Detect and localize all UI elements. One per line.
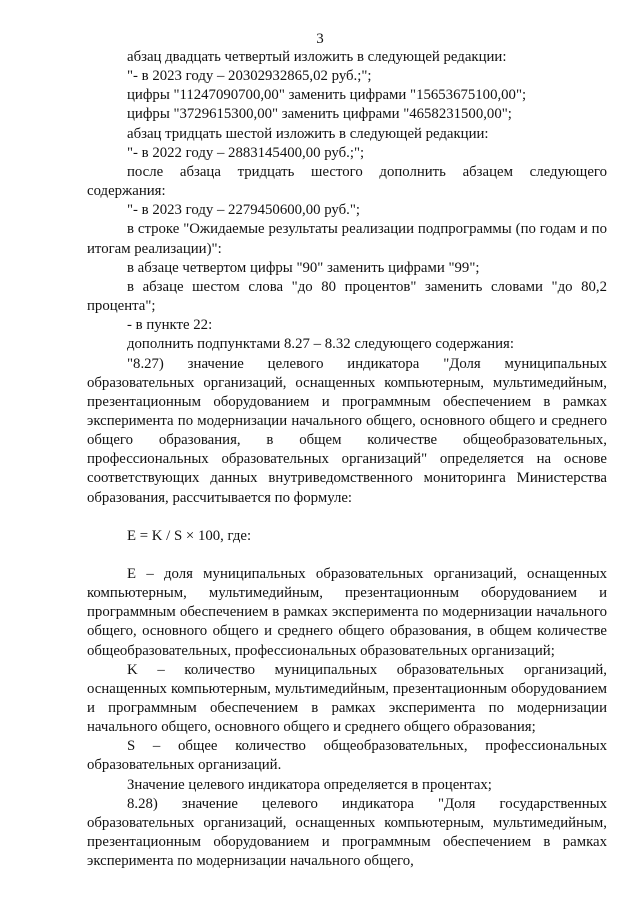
paragraph-8-28: 8.28) значение целевого индикатора "Доля государственных образовательных организаций, оснащенных компьютерным, мультимедийным, презентационным оборудованием и программным обеспечением в рамках эксперимента по модернизации начального общего, bbox=[87, 795, 607, 870]
paragraph-11: в абзаце шестом слова "до 80 процентов" заменить словами "до 80,2 процента"; bbox=[87, 278, 607, 315]
paragraph-4: цифры "3729615300,00" заменить цифрами "4658231500,00"; bbox=[127, 106, 512, 123]
paragraph-2: "- в 2023 году – 20302932865,02 руб.;"; bbox=[127, 68, 372, 85]
paragraph-14: "8.27) значение целевого индикатора "Доля муниципальных образовательных организаций, оснащенных компьютерным, мультимедийным, презентационным оборудованием и программным обеспечением в рамках эксперимента по модернизации начального общего, основного общего и среднего общего образования, в общем количестве общеобразовательных, профессиональных образовательных организаций" определяется на основе соответствующих данных внутриведомственного мониторинга Министерства образования, рассчитывается по формуле: bbox=[87, 355, 607, 506]
paragraph-12: - в пункте 22: bbox=[127, 317, 213, 334]
definition-s: S – общее количество общеобразовательных, профессиональных образовательных организаций. bbox=[87, 738, 607, 774]
paragraph-8: "- в 2023 году – 2279450600,00 руб."; bbox=[127, 202, 361, 219]
document-body bbox=[87, 48, 607, 871]
formula: E = K / S × 100, где: bbox=[127, 527, 252, 544]
paragraph-9: в строке "Ожидаемые результаты реализации подпрограммы (по годам и по итогам реализации)": bbox=[87, 221, 607, 257]
paragraph-6: "- в 2022 году – 2883145400,00 руб.;"; bbox=[127, 144, 365, 161]
paragraph-5: абзац тридцать шестой изложить в следующей редакции: bbox=[127, 125, 489, 142]
paragraph-1: абзац двадцать четвертый изложить в следующей редакции: bbox=[127, 49, 507, 65]
definition-k: K – количество муниципальных образовательных организаций, оснащенных компьютерным, мультимедийным, презентационным оборудованием и программным обеспечением в рамках эксперимента по модернизации начального общего, основного общего и среднего общего образования; bbox=[87, 661, 607, 736]
paragraph-3: цифры "11247090700,00" заменить цифрами "15653675100,00"; bbox=[127, 87, 527, 104]
indicator-unit-note: Значение целевого индикатора определяется в процентах; bbox=[127, 776, 492, 793]
paragraph-7: после абзаца тридцать шестого дополнить абзацем следующего содержания: bbox=[87, 163, 607, 200]
paragraph-10: в абзаце четвертом цифры "90" заменить цифрами "99"; bbox=[127, 259, 480, 276]
page-number: 3 bbox=[316, 31, 324, 47]
definition-e: E – доля муниципальных образовательных организаций, оснащенных компьютерным, мультимедийным, презентационным оборудованием и программным обеспечением в рамках эксперимента по модернизации начального общего, основного общего и среднего общего образования, в общем количестве общеобразовательных, профессиональных образовательных организаций; bbox=[87, 565, 607, 659]
paragraph-13: дополнить подпунктами 8.27 – 8.32 следующего содержания: bbox=[127, 336, 514, 353]
